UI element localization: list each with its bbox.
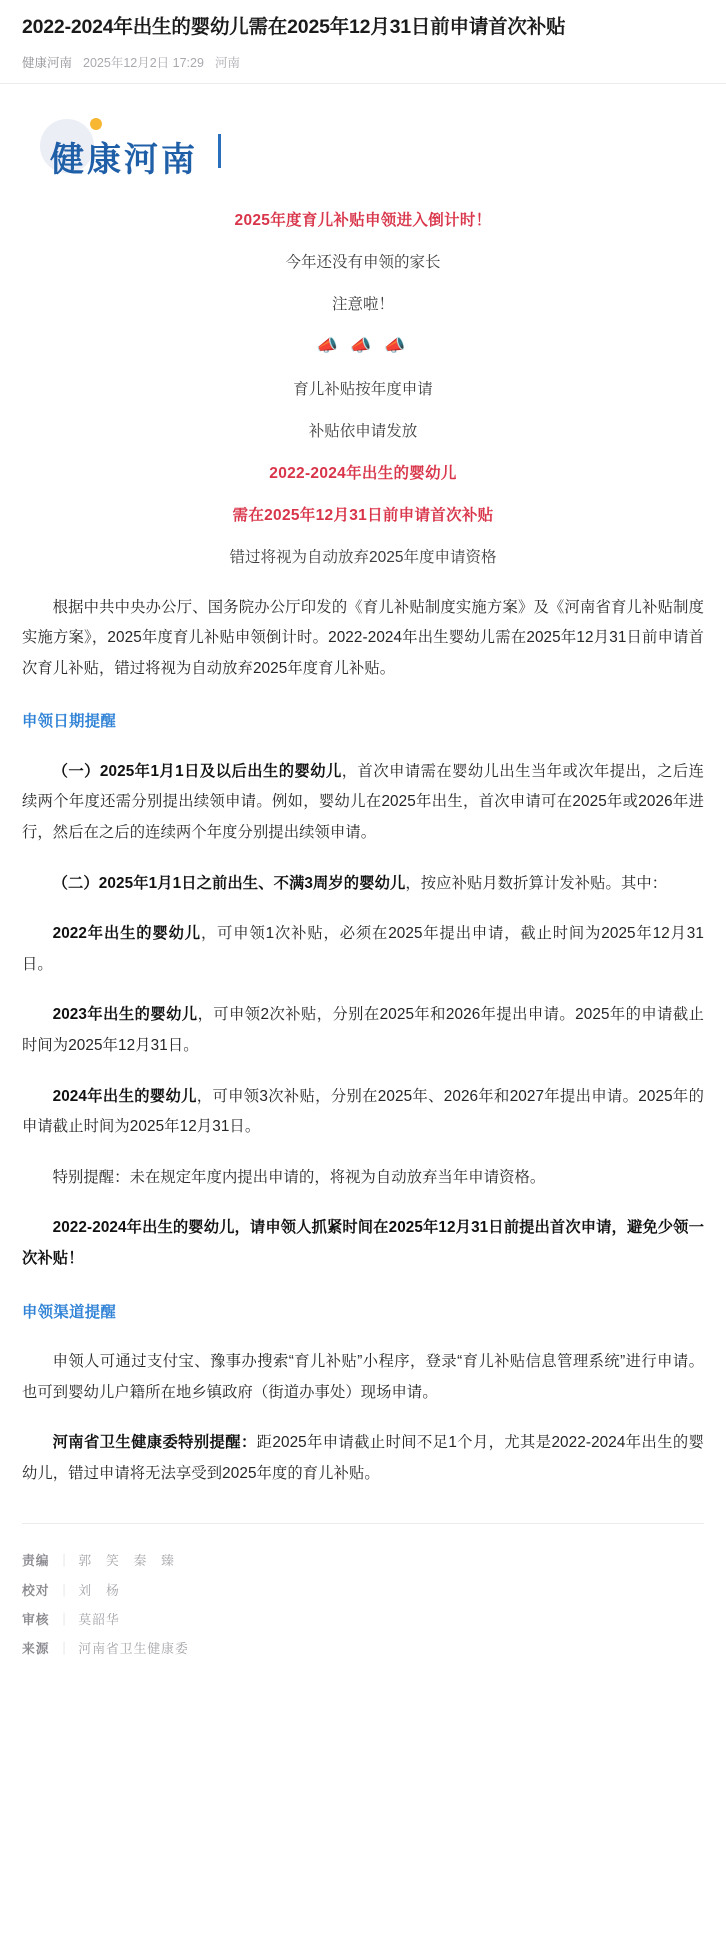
- credit-label: 来源: [22, 1640, 50, 1656]
- urge-text: ，请申领人抓紧时间在2025年12月31日前提出首次申请，避免少领一次补贴！: [22, 1219, 704, 1267]
- credit-value: 莫韶华: [78, 1611, 120, 1627]
- credit-value: 刘 杨: [78, 1582, 120, 1598]
- paragraph-final-reminder: [22, 1428, 704, 1489]
- meta-date: 2025年12月2日 17:29: [83, 56, 204, 71]
- poster-line-9: 错过将视为自动放弃2025年度申请资格: [229, 548, 497, 566]
- poster-line-5: 育儿补贴按年度申请: [293, 380, 433, 398]
- born-2023-text: ，可申领2次补贴，分别在2025年和2026年提出申请。2025年的申请截止时间为2025年12月31日。: [22, 1006, 704, 1054]
- section-heading-apply-channel: 申领渠道提醒: [22, 1303, 117, 1321]
- poster-line-1: 2025年度育儿补贴申领进入倒计时！: [234, 212, 492, 230]
- brand-logo: [22, 104, 704, 190]
- poster-line-2: 今年还没有申领的家长: [285, 254, 441, 272]
- item-two-text: ，按应补贴月数折算计发补贴。其中：: [405, 874, 668, 892]
- credit-value: 郭 笑 秦 臻: [78, 1553, 175, 1569]
- credit-row-editor: [22, 1546, 704, 1575]
- section-heading-apply-date: 申领日期提醒: [22, 713, 117, 731]
- poster-line-7: 2022-2024年出生的婴幼儿: [269, 464, 457, 482]
- paragraph-born-2024: [22, 1082, 704, 1143]
- paragraph-item-two: [22, 869, 704, 900]
- credit-row-source: [22, 1634, 704, 1663]
- article-header: [0, 0, 726, 83]
- article-content: [0, 104, 726, 1689]
- credit-separator: ｜: [57, 1640, 71, 1656]
- intro-paragraph: 根据中共中央办公厅、国务院办公厅印发的《育儿补贴制度实施方案》及《河南省育儿补贴制度实施方案》，2025年度育儿补贴申领倒计时。2022-2024年出生婴幼儿需在2025年12月31日前申请首次育儿补贴，错过将视为自动放弃2025年度育儿补贴。: [22, 598, 704, 677]
- poster-line-6: 补贴依申请发放: [308, 422, 418, 440]
- born-2022-lead: 2022年出生的婴幼儿: [52, 925, 201, 943]
- credit-label: 责编: [22, 1553, 50, 1569]
- brand-name: 健康河南: [50, 141, 198, 180]
- born-2022-text: ，可申领1次补贴，必须在2025年提出申请，截止时间为2025年12月31日。: [22, 925, 704, 973]
- credit-value: 河南省卫生健康委: [78, 1640, 189, 1656]
- paragraph-item-one: [22, 757, 704, 849]
- page-title: 2022-2024年出生的婴幼儿需在2025年12月31日前申请首次补贴: [22, 16, 566, 38]
- header-divider: [0, 83, 726, 84]
- paragraph-special-note: 特别提醒：未在规定年度内提出申请的，将视为自动放弃当年申请资格。: [52, 1168, 546, 1186]
- credit-label: 审核: [22, 1611, 50, 1627]
- brand-bar-icon: [218, 134, 221, 168]
- paragraph-urge: [22, 1213, 704, 1274]
- born-2024-lead: 2024年出生的婴幼儿: [52, 1087, 197, 1105]
- meta-region: 河南: [214, 56, 240, 71]
- credit-separator: ｜: [57, 1611, 71, 1627]
- credit-row-proofreader: [22, 1576, 704, 1605]
- paragraph-born-2022: [22, 919, 704, 980]
- credits-block: [22, 1523, 704, 1689]
- paragraph-channel: 申领人可通过支付宝、豫事办搜索“育儿补贴”小程序，登录“育儿补贴信息管理系统”进行申请。也可到婴幼儿户籍所在地乡镇政府（街道办事处）现场申请。: [22, 1353, 704, 1401]
- paragraph-born-2023: [22, 1000, 704, 1061]
- poster-line-8: 需在2025年12月31日前申请首次补贴: [232, 506, 494, 524]
- meta-source[interactable]: 健康河南: [22, 56, 73, 71]
- credit-label: 校对: [22, 1582, 50, 1598]
- megaphone-icon-row: 📣 📣 📣: [316, 336, 410, 356]
- final-text: 距2025年申请截止时间不足1个月，尤其是2022-2024年出生的婴幼儿，错过申请将无法享受到2025年度的育儿补贴。: [22, 1434, 704, 1482]
- credit-separator: ｜: [57, 1553, 71, 1569]
- poster-line-3: 注意啦！: [331, 296, 394, 314]
- final-lead: 河南省卫生健康委特别提醒：: [52, 1434, 257, 1452]
- born-2023-lead: 2023年出生的婴幼儿: [52, 1006, 198, 1024]
- credit-separator: ｜: [57, 1582, 71, 1598]
- urge-lead: 2022-2024年出生的婴幼儿: [52, 1219, 235, 1237]
- article-meta: [22, 53, 704, 83]
- item-one-lead: （一）2025年1月1日及以后出生的婴幼儿: [52, 762, 342, 780]
- item-one-text: ，首次申请需在婴幼儿出生当年或次年提出，之后连续两个年度还需分别提出续领申请。例如，婴幼儿在2025年出生，首次申请可在2025年或2026年进行，然后在之后的连续两个年度分别提出续领申请。: [22, 762, 704, 842]
- credit-row-reviewer: [22, 1605, 704, 1634]
- item-two-lead: （二）2025年1月1日之前出生、不满3周岁的婴幼儿: [52, 874, 406, 892]
- brand-dot-icon: [90, 118, 102, 130]
- born-2024-text: ，可申领3次补贴，分别在2025年、2026年和2027年提出申请。2025年的申请截止时间为2025年12月31日。: [22, 1087, 704, 1136]
- poster-block: [22, 192, 704, 592]
